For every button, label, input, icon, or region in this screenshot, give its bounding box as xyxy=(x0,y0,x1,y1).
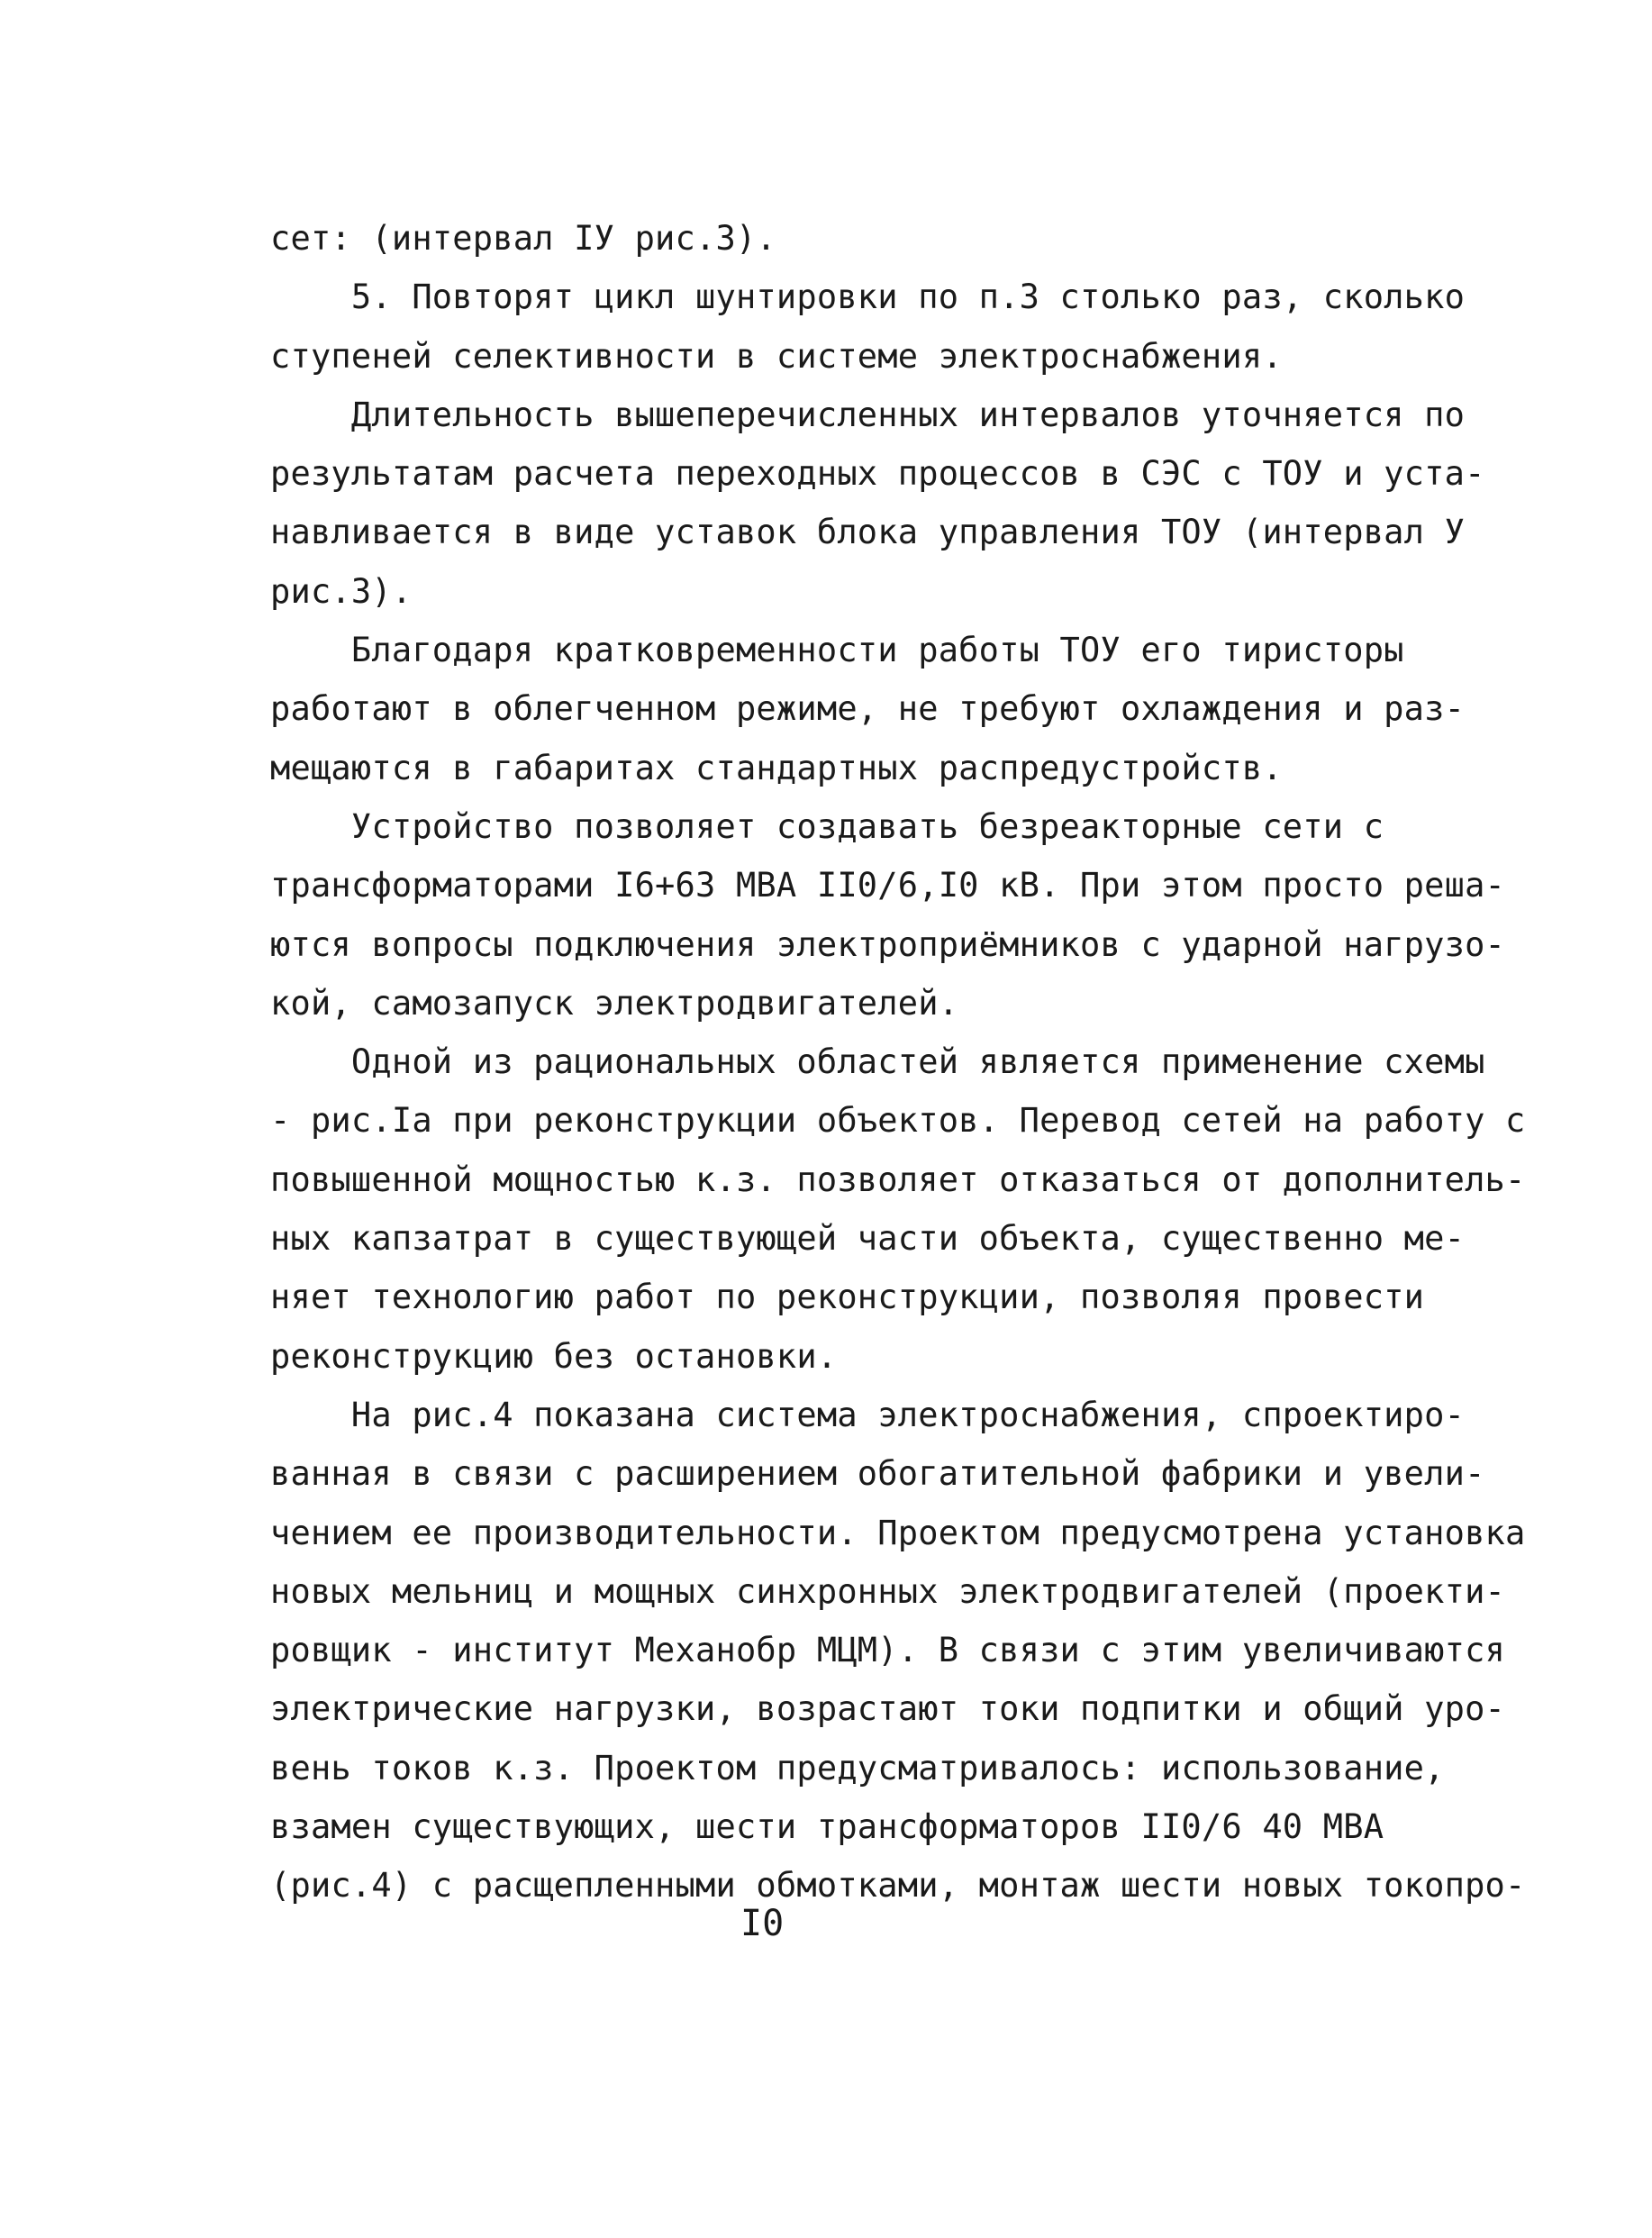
text-line: Устройство позволяет создавать безреакторные сети с xyxy=(270,806,1384,846)
text-line: сет: (интервал IУ рис.3). xyxy=(270,219,776,258)
text-line: На рис.4 показана система электроснабжения, спроектиро- xyxy=(270,1395,1466,1434)
text-line: повышенной мощностью к.з. позволяет отказаться от дополнитель- xyxy=(270,1160,1526,1199)
text-line: мещаются в габаритах стандартных распредустройств. xyxy=(270,748,1283,787)
text-line: ных капзатрат в существующей части объекта, существенно ме- xyxy=(270,1219,1466,1259)
text-line: результатам расчета переходных процессов в СЭС с ТОУ и уста- xyxy=(270,454,1485,494)
text-line: - рис.Iа при реконструкции объектов. Перевод сетей на работу с xyxy=(270,1101,1526,1141)
text-line: чением ее производительности. Проектом предусмотрена установка xyxy=(270,1513,1526,1552)
text-line: трансформаторами I6+63 МВА II0/6,I0 кВ. При этом просто реша- xyxy=(270,866,1506,905)
text-line: Одной из рациональных областей является применение схемы xyxy=(270,1042,1485,1082)
text-line: ступеней селективности в системе электроснабжения. xyxy=(270,336,1283,376)
text-line: новых мельниц и мощных синхронных электродвигателей (проекти- xyxy=(270,1571,1506,1611)
text-line: электрические нагрузки, возрастают токи подпитки и общий уро- xyxy=(270,1689,1506,1729)
text-line: кой, самозапуск электродвигателей. xyxy=(270,983,959,1023)
text-line: (рис.4) с расщепленными обмотками, монтаж шести новых токопро- xyxy=(270,1866,1526,1906)
text-line: ются вопросы подключения электроприёмников с ударной нагрузо- xyxy=(270,924,1506,964)
text-line: работают в облегченном режиме, не требуют охлаждения и раз- xyxy=(270,689,1466,729)
text-line: навливается в виде уставок блока управления ТОУ (интервал У xyxy=(270,513,1466,552)
text-line: ровщик - институт Механобр МЦМ). В связи с этим увеличиваются xyxy=(270,1631,1506,1670)
text-line: ванная в связи с расширением обогатительной фабрики и увели- xyxy=(270,1454,1485,1494)
body-text xyxy=(270,209,1526,1915)
page-number: I0 xyxy=(740,1903,785,1944)
text-line: реконструкцию без остановки. xyxy=(270,1336,838,1376)
text-line: Длительность вышеперечисленных интервалов уточняется по xyxy=(270,395,1466,434)
text-line: взамен существующих, шести трансформаторов II0/6 40 МВА xyxy=(270,1807,1384,1847)
text-line: рис.3). xyxy=(270,571,413,611)
text-line: Благодаря кратковременности работы ТОУ его тиристоры xyxy=(270,631,1404,670)
text-line: вень токов к.з. Проектом предусматривалось: использование, xyxy=(270,1748,1445,1788)
text-line: 5. Повторят цикл шунтировки по п.3 столько раз, сколько xyxy=(270,277,1466,317)
text-line: няет технологию работ по реконструкции, позволяя провести xyxy=(270,1278,1425,1317)
